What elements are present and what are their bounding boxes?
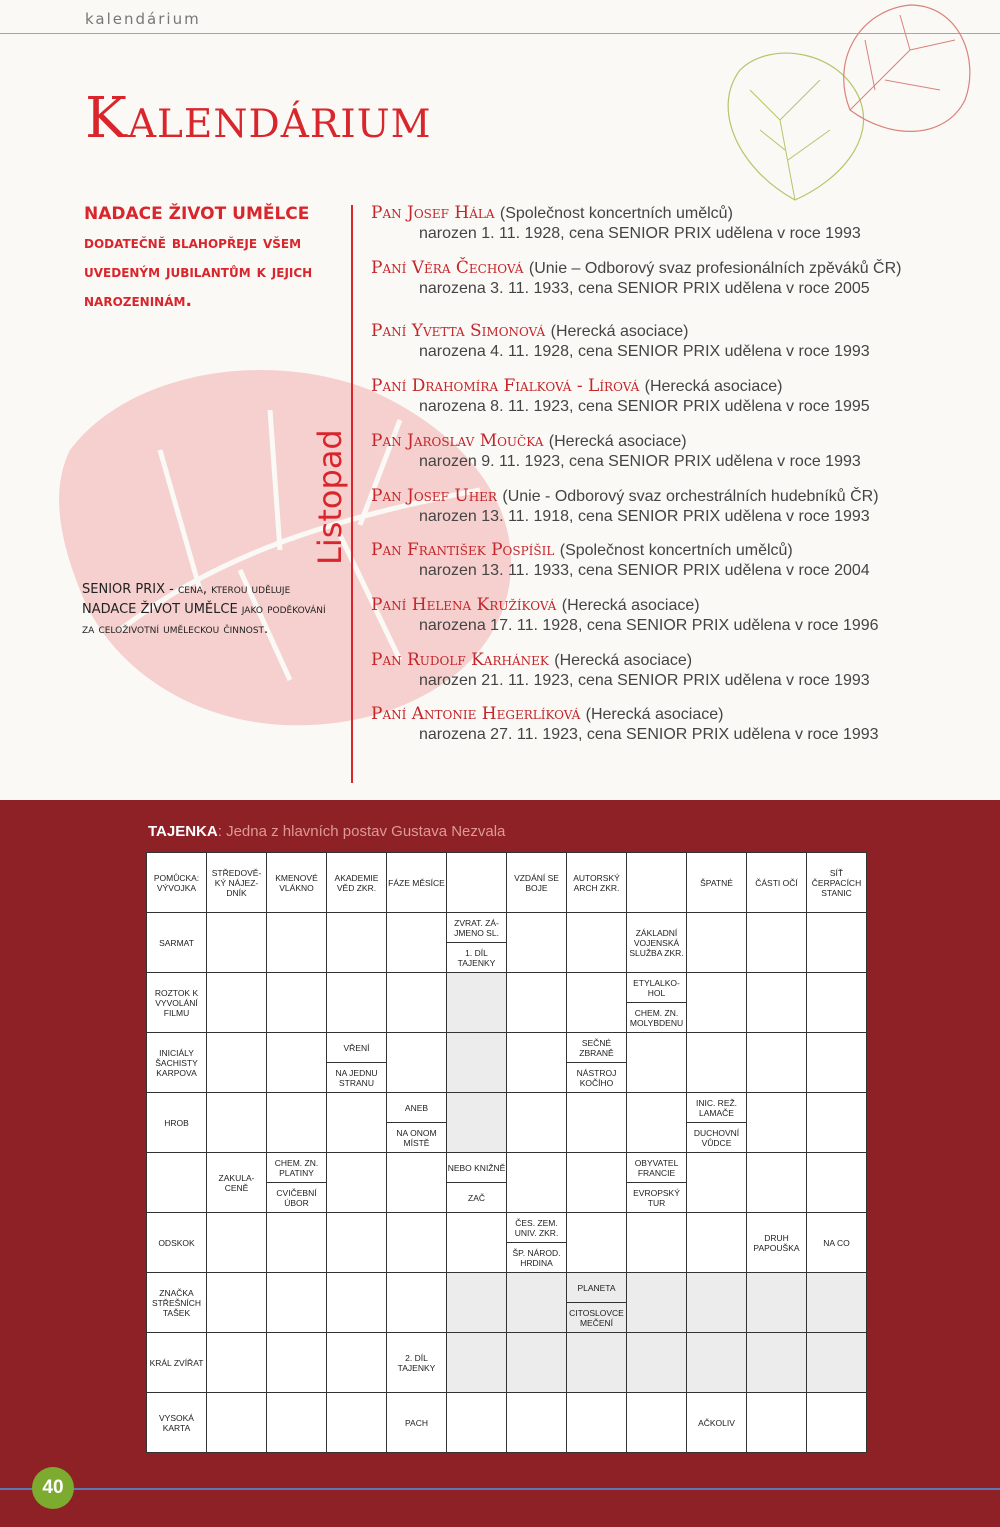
jubilant-org: (Společnost koncertních umělců) bbox=[499, 205, 733, 222]
leaf-decoration-icon bbox=[700, 0, 990, 220]
crossword-answer-cell[interactable] bbox=[747, 973, 807, 1033]
crossword-answer-cell[interactable] bbox=[507, 1333, 567, 1393]
crossword-clue-cell bbox=[327, 853, 387, 913]
jubilant-name: Paní Helena Kružíková bbox=[371, 595, 557, 615]
crossword-answer-cell[interactable] bbox=[807, 973, 867, 1033]
crossword-clue-cell bbox=[147, 1093, 207, 1153]
crossword-clue-cell bbox=[567, 853, 627, 913]
clue-top: NEBO KNIŽNĚ bbox=[447, 1153, 506, 1183]
crossword-clue-cell bbox=[147, 1033, 207, 1093]
crossword-row bbox=[147, 1093, 867, 1153]
jubilant-entry bbox=[371, 321, 991, 361]
clue-top: ANEB bbox=[387, 1093, 446, 1123]
clue-top: CHEM. ZN. PLATINY bbox=[267, 1153, 326, 1183]
crossword-answer-cell[interactable] bbox=[627, 1273, 687, 1333]
clue-text: ROZTOK K VYVOLÁNÍ FILMU bbox=[154, 987, 199, 1018]
crossword-answer-cell[interactable] bbox=[627, 1333, 687, 1393]
crossword-answer-cell[interactable] bbox=[807, 1393, 867, 1453]
jubilant-org: (Unie – Odborový svaz profesionálních zpěváků ČR) bbox=[528, 260, 902, 277]
jubilant-name-line bbox=[371, 540, 991, 560]
section-label: kalendárium bbox=[85, 10, 201, 28]
clue-text: AČKOLIV bbox=[698, 1417, 735, 1428]
crossword-answer-cell[interactable] bbox=[807, 1273, 867, 1333]
clue-top: INIC. REŽ. LAMAČE bbox=[687, 1093, 746, 1123]
crossword-clue-cell bbox=[147, 853, 207, 913]
crossword-answer-cell[interactable] bbox=[747, 1153, 807, 1213]
crossword-answer-cell[interactable] bbox=[687, 973, 747, 1033]
crossword-answer-cell[interactable] bbox=[207, 1333, 267, 1393]
crossword-answer-cell[interactable] bbox=[507, 1093, 567, 1153]
crossword-answer-cell[interactable] bbox=[387, 1213, 447, 1273]
crossword-answer-cell[interactable] bbox=[687, 1213, 747, 1273]
crossword-clue-cell bbox=[147, 973, 207, 1033]
crossword-answer-cell[interactable] bbox=[267, 913, 327, 973]
crossword-answer-cell[interactable] bbox=[327, 1393, 387, 1453]
clue-bottom: 1. DÍL TAJENKY bbox=[457, 947, 496, 968]
crossword-clue-cell bbox=[507, 853, 567, 913]
clue-text: VZDÁNÍ SE BOJE bbox=[514, 872, 559, 893]
crossword-answer-cell[interactable] bbox=[507, 1273, 567, 1333]
clue-top: ZVRAT. ZÁ-JMENO SL. bbox=[447, 913, 506, 943]
jubilant-entry bbox=[371, 650, 991, 690]
senior-prix-note: SENIOR PRIX - cena, kterou uděluje NADACE ŽIVOT UMĚLCE jako poděkování za celoživotní uměleckou činnost. bbox=[82, 582, 326, 637]
clue-top: OBYVATEL FRANCIE bbox=[627, 1153, 686, 1183]
jubilant-org: (Unie - Odborový svaz orchestrálních hudebníků ČR) bbox=[502, 488, 879, 505]
crossword-answer-cell[interactable] bbox=[207, 1033, 267, 1093]
crossword-clue-cell bbox=[567, 1273, 627, 1333]
jubilant-name: Pan Josef Uher bbox=[371, 486, 497, 506]
clue-text: FÁZE MĚSÍCE bbox=[388, 877, 445, 888]
crossword-answer-cell[interactable] bbox=[567, 1153, 627, 1213]
month-label: Listopad bbox=[311, 429, 349, 565]
crossword-answer-cell[interactable] bbox=[327, 1273, 387, 1333]
jubilant-detail: narozena 17. 11. 1928, cena SENIOR PRIX udělena v roce 1996 bbox=[419, 617, 879, 634]
crossword-answer-cell[interactable] bbox=[387, 1273, 447, 1333]
crossword-answer-cell[interactable] bbox=[207, 1273, 267, 1333]
jubilant-name-line bbox=[371, 258, 991, 278]
jubilant-name-line bbox=[371, 595, 991, 615]
crossword-answer-cell[interactable] bbox=[627, 1033, 687, 1093]
jubilant-name: Pan Jaroslav Moučka bbox=[371, 431, 544, 451]
clue-text: SARMAT bbox=[159, 937, 194, 948]
crossword-answer-cell[interactable] bbox=[747, 1273, 807, 1333]
crossword-answer-cell[interactable] bbox=[807, 1333, 867, 1393]
jubilant-org: (Herecká asociace) bbox=[585, 706, 724, 723]
clue-bottom: ZAČ bbox=[468, 1192, 485, 1203]
crossword-answer-cell[interactable] bbox=[567, 1393, 627, 1453]
clue-text: NA CO bbox=[823, 1237, 850, 1248]
clue-bottom: NA ONOM MÍSTĚ bbox=[396, 1127, 437, 1148]
crossword-clue-cell bbox=[507, 1213, 567, 1273]
crossword-answer-cell[interactable] bbox=[267, 1213, 327, 1273]
jubilant-name-line bbox=[371, 486, 991, 506]
jubilant-entry bbox=[371, 258, 991, 298]
crossword-clue-cell bbox=[387, 1393, 447, 1453]
clue-text: POMŮCKA: VÝVOJKA bbox=[153, 872, 200, 893]
crossword-answer-cell[interactable] bbox=[567, 1213, 627, 1273]
page-title: Kalendárium bbox=[85, 86, 432, 151]
crossword-answer-cell[interactable] bbox=[207, 913, 267, 973]
jubilant-name-line bbox=[371, 431, 991, 451]
jubilant-org: (Herecká asociace) bbox=[554, 652, 693, 669]
crossword-answer-cell[interactable] bbox=[447, 1333, 507, 1393]
clue-bottom: NA JEDNU STRANU bbox=[335, 1067, 378, 1088]
footer-rule bbox=[0, 1488, 1000, 1490]
jubilant-name: Paní Věra Čechová bbox=[371, 258, 524, 278]
jubilant-org: (Herecká asociace) bbox=[561, 597, 700, 614]
crossword-title bbox=[148, 823, 505, 840]
crossword-clue-cell bbox=[807, 853, 867, 913]
crossword-row bbox=[147, 1153, 867, 1213]
clue-text: KRÁL ZVÍŘAT bbox=[149, 1357, 204, 1368]
crossword-clue-cell bbox=[807, 1213, 867, 1273]
crossword-answer-cell[interactable] bbox=[447, 973, 507, 1033]
crossword-clue-cell bbox=[747, 853, 807, 913]
crossword-row bbox=[147, 1393, 867, 1453]
crossword-answer-cell[interactable] bbox=[447, 853, 507, 913]
jubilant-name: Pan Josef Hála bbox=[371, 203, 495, 223]
clue-text: VYSOKÁ KARTA bbox=[159, 1412, 194, 1433]
crossword-answer-cell[interactable] bbox=[687, 913, 747, 973]
crossword-clue-cell bbox=[627, 1153, 687, 1213]
clue-bottom: NÁSTROJ KOČÍHO bbox=[576, 1067, 617, 1088]
clue-top: ETYLALKO-HOL bbox=[627, 973, 686, 1003]
crossword-row bbox=[147, 1273, 867, 1333]
crossword-answer-cell[interactable] bbox=[207, 973, 267, 1033]
jubilant-org: (Herecká asociace) bbox=[644, 378, 783, 395]
crossword-clue-cell bbox=[387, 1093, 447, 1153]
clue-text: ŠPATNÉ bbox=[700, 877, 733, 888]
crossword-answer-cell[interactable] bbox=[327, 913, 387, 973]
divider-line bbox=[351, 205, 353, 783]
crossword-clue-cell bbox=[687, 1093, 747, 1153]
crossword-answer-cell[interactable] bbox=[207, 1093, 267, 1153]
crossword-clue-cell bbox=[627, 973, 687, 1033]
crossword-answer-cell[interactable] bbox=[447, 1273, 507, 1333]
crossword-answer-cell[interactable] bbox=[327, 1153, 387, 1213]
jubilant-name-line bbox=[371, 321, 991, 341]
clue-bottom: CITOSLOVCE MEČENÍ bbox=[569, 1307, 624, 1328]
clue-text: STŘEDOVĚ-KÝ NÁJEZ-DNÍK bbox=[211, 867, 262, 898]
clue-text: 2. DÍL TAJENKY bbox=[397, 1352, 436, 1373]
jubilant-name-line bbox=[371, 376, 991, 396]
jubilant-org: (Herecká asociace) bbox=[550, 323, 689, 340]
crossword-clue-cell bbox=[327, 1033, 387, 1093]
clue-bottom: ŠP. NÁROD. HRDINA bbox=[512, 1247, 561, 1268]
crossword-clue-cell bbox=[627, 913, 687, 973]
clue-text: HROB bbox=[164, 1117, 189, 1128]
crossword-answer-cell[interactable] bbox=[447, 1093, 507, 1153]
crossword-answer-cell[interactable] bbox=[807, 913, 867, 973]
crossword-grid bbox=[146, 852, 867, 1453]
crossword-answer-cell[interactable] bbox=[747, 1393, 807, 1453]
crossword-answer-cell[interactable] bbox=[687, 1033, 747, 1093]
crossword-answer-cell[interactable] bbox=[627, 1093, 687, 1153]
clue-text: AUTORSKÝ ARCH ZKR. bbox=[573, 872, 620, 893]
crossword-answer-cell[interactable] bbox=[147, 1153, 207, 1213]
crossword-answer-cell[interactable] bbox=[567, 1333, 627, 1393]
clue-text: AKADEMIE VĚD ZKR. bbox=[334, 872, 379, 893]
intro-text: NADACE ŽIVOT UMĚLCE dodatečně blahopřeje všem uvedeným jubilantům k jejich narozeninám. bbox=[84, 204, 313, 311]
crossword-answer-cell[interactable] bbox=[627, 1393, 687, 1453]
jubilant-entry bbox=[371, 431, 991, 471]
crossword-answer-cell[interactable] bbox=[567, 973, 627, 1033]
crossword-answer-cell[interactable] bbox=[747, 1333, 807, 1393]
jubilant-detail: narozen 13. 11. 1933, cena SENIOR PRIX udělena v roce 2004 bbox=[419, 562, 870, 579]
crossword-description: : Jedna z hlavních postav Gustava Nezvala bbox=[217, 823, 506, 840]
crossword-answer-cell[interactable] bbox=[327, 1213, 387, 1273]
clue-text: SÍŤ ČERPACÍCH STANIC bbox=[811, 867, 862, 898]
crossword-answer-cell[interactable] bbox=[507, 973, 567, 1033]
jubilant-name-line bbox=[371, 650, 991, 670]
clue-bottom: CVIČEBNÍ ÚBOR bbox=[276, 1187, 317, 1208]
crossword-row bbox=[147, 1213, 867, 1273]
crossword-clue-cell bbox=[447, 1153, 507, 1213]
clue-text: INICIÁLY ŠACHISTY KARPOVA bbox=[155, 1047, 198, 1078]
crossword-clue-cell bbox=[447, 913, 507, 973]
crossword-answer-cell[interactable] bbox=[747, 913, 807, 973]
clue-bottom: DUCHOVNÍ VŮDCE bbox=[693, 1127, 740, 1148]
crossword-answer-cell[interactable] bbox=[267, 1393, 327, 1453]
crossword-answer-cell[interactable] bbox=[447, 1213, 507, 1273]
clue-top: VŘENÍ bbox=[327, 1033, 386, 1063]
crossword-answer-cell[interactable] bbox=[207, 1213, 267, 1273]
crossword-clue-cell bbox=[147, 1273, 207, 1333]
crossword-answer-cell[interactable] bbox=[387, 1033, 447, 1093]
jubilant-detail: narozen 9. 11. 1923, cena SENIOR PRIX udělena v roce 1993 bbox=[419, 453, 861, 470]
clue-bottom: CHEM. ZN. MOLYBDENU bbox=[629, 1007, 684, 1028]
crossword-clue-cell bbox=[687, 1393, 747, 1453]
crossword-clue-cell bbox=[747, 1213, 807, 1273]
crossword-answer-cell[interactable] bbox=[507, 913, 567, 973]
crossword-answer-cell[interactable] bbox=[567, 913, 627, 973]
crossword-answer-cell[interactable] bbox=[207, 1393, 267, 1453]
crossword-answer-cell[interactable] bbox=[387, 1153, 447, 1213]
crossword-answer-cell[interactable] bbox=[687, 1153, 747, 1213]
jubilant-entry bbox=[371, 540, 991, 580]
crossword-clue-cell bbox=[147, 1393, 207, 1453]
crossword-answer-cell[interactable] bbox=[687, 1333, 747, 1393]
crossword-answer-cell[interactable] bbox=[327, 1093, 387, 1153]
clue-text: PACH bbox=[405, 1417, 428, 1428]
crossword-answer-cell[interactable] bbox=[627, 1213, 687, 1273]
crossword-row bbox=[147, 913, 867, 973]
clue-text: KMENOVÉ VLÁKNO bbox=[275, 872, 318, 893]
crossword-label: TAJENKA bbox=[148, 823, 218, 840]
jubilant-name: Pan Rudolf Karhánek bbox=[371, 650, 549, 670]
crossword-answer-cell[interactable] bbox=[267, 1333, 327, 1393]
crossword-answer-cell[interactable] bbox=[807, 1153, 867, 1213]
crossword-clue-cell bbox=[387, 853, 447, 913]
crossword-clue-cell bbox=[687, 853, 747, 913]
jubilant-org: (Společnost koncertních umělců) bbox=[559, 542, 793, 559]
jubilant-detail: narozena 8. 11. 1923, cena SENIOR PRIX udělena v roce 1995 bbox=[419, 398, 870, 415]
jubilant-entry bbox=[371, 376, 991, 416]
crossword-answer-cell[interactable] bbox=[267, 1093, 327, 1153]
jubilant-name: Paní Yvetta Simonová bbox=[371, 321, 546, 341]
jubilant-entry bbox=[371, 203, 991, 243]
clue-bottom: EVROPSKÝ TUR bbox=[633, 1187, 680, 1208]
crossword-clue-cell bbox=[267, 1153, 327, 1213]
crossword-answer-cell[interactable] bbox=[387, 973, 447, 1033]
crossword-answer-cell[interactable] bbox=[807, 1093, 867, 1153]
clue-top: ČES. ZEM. UNIV. ZKR. bbox=[507, 1213, 566, 1243]
jubilant-name: Paní Drahomíra Fialková - Lírová bbox=[371, 376, 640, 396]
crossword-answer-cell[interactable] bbox=[747, 1093, 807, 1153]
jubilant-name: Pan František Pospíšil bbox=[371, 540, 555, 560]
crossword-row bbox=[147, 1333, 867, 1393]
clue-text: ODSKOK bbox=[158, 1237, 195, 1248]
jubilant-name-line bbox=[371, 203, 991, 223]
crossword-row bbox=[147, 1033, 867, 1093]
crossword-answer-cell[interactable] bbox=[267, 973, 327, 1033]
crossword-clue-cell bbox=[147, 1333, 207, 1393]
crossword-answer-cell[interactable] bbox=[447, 1033, 507, 1093]
crossword-answer-cell[interactable] bbox=[747, 1033, 807, 1093]
crossword-clue-cell bbox=[207, 853, 267, 913]
crossword-answer-cell[interactable] bbox=[567, 1093, 627, 1153]
crossword-clue-cell bbox=[207, 1153, 267, 1213]
crossword-answer-cell[interactable] bbox=[507, 1393, 567, 1453]
crossword-answer-cell[interactable] bbox=[507, 1153, 567, 1213]
jubilant-org: (Herecká asociace) bbox=[548, 433, 687, 450]
jubilant-entry bbox=[371, 704, 991, 744]
crossword-answer-cell[interactable] bbox=[447, 1393, 507, 1453]
jubilant-detail: narozena 3. 11. 1933, cena SENIOR PRIX udělena v roce 2005 bbox=[419, 280, 870, 297]
jubilant-detail: narozena 4. 11. 1928, cena SENIOR PRIX udělena v roce 1993 bbox=[419, 343, 870, 360]
crossword-answer-cell[interactable] bbox=[807, 1033, 867, 1093]
crossword-clue-cell bbox=[387, 1333, 447, 1393]
crossword-row bbox=[147, 853, 867, 913]
clue-text: ČÁSTI OČÍ bbox=[755, 877, 798, 888]
crossword-answer-cell[interactable] bbox=[327, 1333, 387, 1393]
jubilant-detail: narozena 27. 11. 1923, cena SENIOR PRIX udělena v roce 1993 bbox=[419, 726, 879, 743]
crossword-answer-cell[interactable] bbox=[627, 853, 687, 913]
jubilant-entry bbox=[371, 486, 991, 526]
crossword-clue-cell bbox=[147, 913, 207, 973]
crossword-answer-cell[interactable] bbox=[507, 1033, 567, 1093]
clue-top: PLANETA bbox=[567, 1273, 626, 1303]
clue-text: ZÁKLADNÍ VOJENSKÁ SLUŽBA ZKR. bbox=[629, 927, 684, 958]
jubilant-entry bbox=[371, 595, 991, 635]
page-number: 40 bbox=[32, 1467, 74, 1509]
crossword-clue-cell bbox=[147, 1213, 207, 1273]
jubilant-detail: narozen 21. 11. 1923, cena SENIOR PRIX udělena v roce 1993 bbox=[419, 672, 870, 689]
jubilant-name-line bbox=[371, 704, 991, 724]
crossword-answer-cell[interactable] bbox=[267, 1033, 327, 1093]
clue-top: SEČNÉ ZBRANĚ bbox=[567, 1033, 626, 1063]
crossword-answer-cell[interactable] bbox=[387, 913, 447, 973]
crossword-answer-cell[interactable] bbox=[687, 1273, 747, 1333]
clue-text: ZAKULA-CENĚ bbox=[218, 1172, 255, 1193]
crossword-answer-cell[interactable] bbox=[327, 973, 387, 1033]
jubilant-detail: narozen 13. 11. 1918, cena SENIOR PRIX udělena v roce 1993 bbox=[419, 508, 870, 525]
jubilant-name: Paní Antonie Hegerlíková bbox=[371, 704, 581, 724]
crossword-answer-cell[interactable] bbox=[267, 1273, 327, 1333]
crossword-clue-cell bbox=[567, 1033, 627, 1093]
clue-text: ZNAČKA STŘEŠNÍCH TAŠEK bbox=[151, 1287, 202, 1318]
clue-text: DRUH PAPOUŠKA bbox=[753, 1232, 800, 1253]
jubilant-detail: narozen 1. 11. 1928, cena SENIOR PRIX udělena v roce 1993 bbox=[419, 225, 861, 242]
crossword-clue-cell bbox=[267, 853, 327, 913]
crossword-row bbox=[147, 973, 867, 1033]
